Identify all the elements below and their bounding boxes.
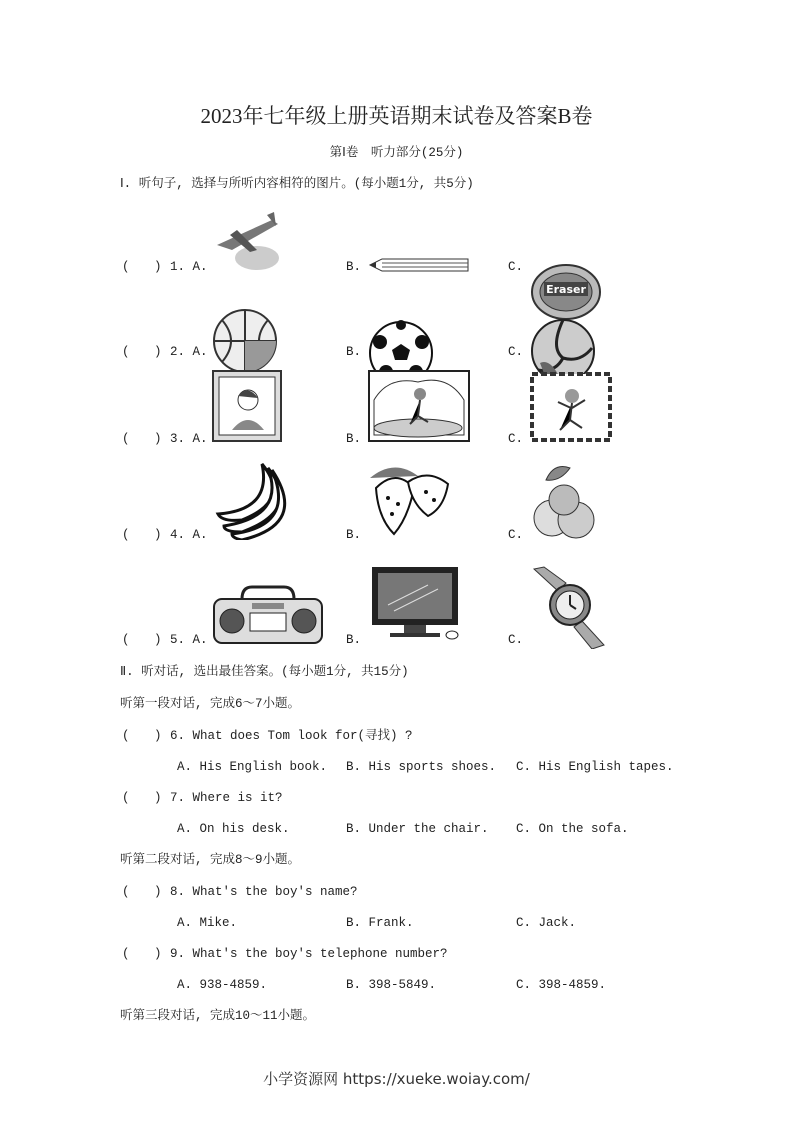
section-subtitle: 第Ⅰ卷 听力部分(25分) [329, 146, 464, 160]
option-label-c: C. [508, 633, 524, 647]
option-b: B. His sports shoes. [346, 760, 497, 774]
open-paren: ( [122, 345, 130, 359]
close-paren: ) [154, 432, 162, 446]
girl-photo-image [212, 370, 282, 446]
option-a: A. His English book. [177, 760, 328, 774]
option-c: C. On the sofa. [516, 822, 629, 836]
close-paren: ) [154, 345, 162, 359]
watch-image [530, 565, 610, 653]
section-instruction: 听第一段对话, 完成6～7小题。 [120, 697, 301, 711]
question-number: 3. A. [170, 432, 208, 446]
radio-image [212, 585, 324, 649]
option-label-c: C. [508, 432, 524, 446]
computer-monitor-image [368, 565, 468, 649]
open-paren: ( [122, 528, 130, 542]
open-paren: ( [122, 885, 130, 899]
close-paren: ) [154, 791, 162, 805]
option-label-c: C. [508, 345, 524, 359]
close-paren: ) [154, 729, 162, 743]
bananas-image [212, 460, 298, 544]
open-paren: ( [122, 432, 130, 446]
close-paren: ) [154, 260, 162, 274]
question-text: 9. What's the boy's telephone number? [170, 947, 448, 961]
option-b: B. Frank. [346, 916, 414, 930]
question-number: 5. A. [170, 633, 208, 647]
close-paren: ) [154, 528, 162, 542]
question-text: 6. What does Tom look for(寻找) ? [170, 729, 413, 743]
option-label-b: B. [346, 260, 362, 274]
oranges-image [530, 460, 600, 550]
close-paren: ) [154, 885, 162, 899]
option-c: C. His English tapes. [516, 760, 674, 774]
section-instruction: 听第三段对话, 完成10～11小题。 [120, 1009, 316, 1023]
question-number: 2. A. [170, 345, 208, 359]
close-paren: ) [154, 633, 162, 647]
open-paren: ( [122, 947, 130, 961]
question-number: 4. A. [170, 528, 208, 542]
option-label-c: C. [508, 260, 524, 274]
strawberries-image [368, 458, 450, 540]
open-paren: ( [122, 260, 130, 274]
open-paren: ( [122, 633, 130, 647]
boy-running-picture-image [368, 370, 470, 446]
eraser-image [530, 262, 602, 326]
question-text: 8. What's the boy's name? [170, 885, 358, 899]
option-a: A. 938-4859. [177, 978, 268, 992]
option-c: C. 398-4859. [516, 978, 607, 992]
option-label-b: B. [346, 528, 362, 542]
option-a: A. On his desk. [177, 822, 290, 836]
option-label-c: C. [508, 528, 524, 542]
svg-text:Eraser: Eraser [546, 283, 586, 296]
open-paren: ( [122, 791, 130, 805]
part1-heading: Ⅰ. 听句子, 选择与所听内容相符的图片。(每小题1分, 共5分) [120, 177, 474, 191]
close-paren: ) [154, 947, 162, 961]
option-a: A. Mike. [177, 916, 238, 930]
footer-watermark: 小学资源网 https://xueke.woiay.com/ [263, 1070, 530, 1088]
option-b: B. 398-5849. [346, 978, 437, 992]
part2-heading: Ⅱ. 听对话, 选出最佳答案。(每小题1分, 共15分) [120, 665, 409, 679]
page-title: 2023年七年级上册英语期末试卷及答案B卷 [200, 104, 593, 128]
dancing-picture-image [530, 370, 612, 448]
section-instruction: 听第二段对话, 完成8～9小题。 [120, 853, 301, 867]
option-label-b: B. [346, 345, 362, 359]
basketball-image [212, 308, 278, 378]
option-label-b: B. [346, 633, 362, 647]
open-paren: ( [122, 729, 130, 743]
option-label-b: B. [346, 432, 362, 446]
option-b: B. Under the chair. [346, 822, 489, 836]
airplane-image [212, 210, 282, 276]
pencil-image [368, 255, 473, 279]
question-text: 7. Where is it? [170, 791, 283, 805]
question-number: 1. A. [170, 260, 208, 274]
option-c: C. Jack. [516, 916, 577, 930]
